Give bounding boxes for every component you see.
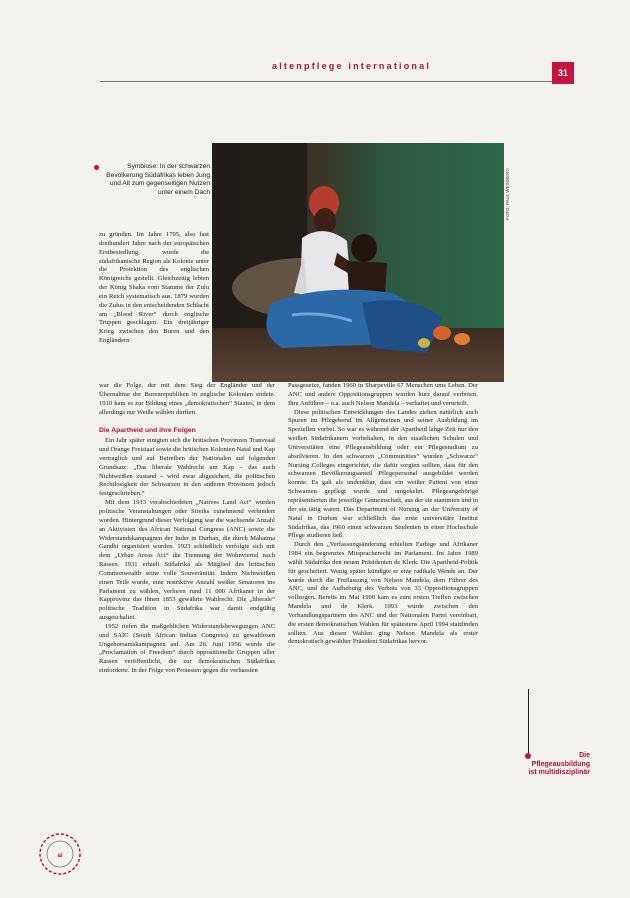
article-paragraph: Passgesetze, fanden 1960 in Sharpeville 67 Menschen ums Leben. Der ANC und andere Oppositionsgruppen wurden kurz darauf verboten. Ihre Anführer – u.a. auch Nelson Mandela – verhaftet und verurteilt. <box>288 382 478 407</box>
page-number-badge: 31 <box>552 62 574 84</box>
article-paragraph: Ein Jahr später einigten sich die britischen Provinzen Transvaal und Orange Freistaat sowie die britischen Kolonien Natal und Kap vertraglich und auf Betreiben der Nationalen auf folgenden Grundsatz: „Das liberale Wahlrecht am Kap – das auch Nichtweißen zustand – wird zwar abgesichert, die politischen Rechtlosigkeit der Schwarzen in den anderen Provinzen jedoch festgeschrieben.“ <box>99 437 275 498</box>
article-paragraph: zu gründen. Im Jahre 1795, also fast dreihundert Jahre nach der europäischen Erstbesiedlung, wurde die südafrikanische Region als Kolonie unter die Protektion des englischen Königreichs gestellt. Gleichzeitig lebten der König Shaka vom Stamme der Zulu ein Reich systematisch aus. 1879 wurden die Zulus in den entscheidenden Schlacht am „Blood River“ durch englische Truppen geschlagen. Ein dreijähriger Krieg zwischen den Buren und den Engländern <box>99 231 209 345</box>
article-paragraph: Diese politischen Entwicklungen des Landes ziehen natürlich auch Spuren im Pflegeberuf im Allgemeinen und seiner Ausbildung im Speziellen vorbei. So war es während der Apartheid lange Zeit nur den weißen Südafrikanern vorbehalten, in den staatlichen Schulen und Universitäten eine Pflegeausbildung oder ein Pflegestudium zu absolvieren. In den schwarzen „Communities“ wurden „Schwarze“ Nursing Colleges eingerichtet, die dafür sorgten sollten, dass für den schwarzen Bevölkerungsanteil Pflegepersonal ausgebildet werden konnte. Es galt als undenkbar, dass ein weißer Patient von einer Schwarzen gepflegt wurde und umgekehrt. Pflegeangehörige repräsentierten die jeweilige Gemeinschaft, aus der sie stammten und in der sie tätig waren. Das Department of Nursing an der University of Natal in Durban war schließlich das erste universitäre Institut Südafrikas, das 1960 einen schwarzen Studenten in einer Hochschule Pflege studieren ließ. <box>288 408 478 540</box>
article-paragraph: Durch den „Verfassungsänderung erhielten Farbige und Afrikaner 1984 ein begrenztes Mitspracherecht im Parlament. Im Jahre 1989 wählt Südafrika den neuen Präsidenten de Klerk. Die Apartheid-Politik für gescheitert. Wenig später kündigte er eine radikale Wende an. Der wurde durch die Freilassung von Nelson Mandela, dem Führer des ANC, und die Aufhebung des Verbots von 33 Oppositionsgruppen vollzogen. Bereits im Mai 1990 kam es zum ersten Treffen zwischen Mandela und de Klerk. 1993 wurde zwischen den Verhandlungspartnern des ANC und der Nationalen Partei vereinbart, die ersten demokratischen Wahlen für spätestens April 1994 stattfinden sollten. Aus diesen Wahlen ging Nelson Mandela als erster demokratisch gewählter Präsident Südafrikas hervor. <box>288 541 478 646</box>
pull-quote: Die Pflegeausbildung ist multidisziplinär <box>528 752 590 777</box>
photo-caption: Symbiose: In der schwarzen Bevölkerung Südafrikas leben Jung und Alt zum gegenseitigen Nutzen unter einem Dach <box>106 163 210 196</box>
magazine-logo-stamp <box>36 830 84 878</box>
article-column-left <box>99 382 275 676</box>
pull-quote-line <box>528 689 529 757</box>
article-paragraph: 1952 riefen die maßgeblichen Widerstandsbewegungen ANC und SAIC (South African Indian Congress) zu gewaltlosen Ungehorsamskampagnen auf. Am 26. Juni 1956 wurde die „Proclamation of Freedom“ durch oppositionelle Gruppen aller Rassen veröffentlicht, die zur demokratischen Südafrikas einforderte. In der Folge von Protesten gegen die verhassten <box>99 622 275 675</box>
section-subheading: Die Apartheid und ihre Folgen <box>99 427 196 435</box>
magazine-section-title: altenpflege international <box>272 61 432 71</box>
article-paragraph: Mit dem 1913 verabschiedeten „Natives Land Act“ wurden politische Veranstaltungen oder Streiks zunehmend verhindert worden. Hintergrund dieser Verfolgung war die wachsende Anzahl an Aktivisten des African National Congress (ANC) sowie die Widerstandskampagnen der Inder in Durban, die durch Mahatma Gandhi organisiert wurden. 1923 schließlich verfolgte sich mit dem „Urban Areas Act“ die Trennung der Wohnviertel nach Rassen. 1931 erhielt Südafrika als Mitglied des britischen Commonwealth seine volle Souveränität. Indem Nichtweißen einen Teile wurde, eine restriktive Anzahl weißer Senatoren ins Parlament zu wählen, verloren rund 11 000 Afrikaner in der Kapprovinz das ihnen 1853 gewährte Wahlrecht. Die „liberale“ politische Tradition in Südafrika war damit endgültig ausgeschaltet. <box>99 499 275 622</box>
article-column-intro <box>99 231 209 346</box>
article-paragraph: war die Folge, der mit dem Sieg der Engländer und der Übernahme der Burenrepubliken in englische Kolonien endete. 1910 kam es zur Bildung eines „demokratischen“ Staates, in dem allerdings nur Weiße wählen durften. <box>99 382 275 416</box>
article-photo <box>212 143 504 382</box>
photo-credit: FOTO: PAUL WEINBERG <box>505 168 510 220</box>
article-column-right <box>288 382 478 647</box>
svg-text:ai: ai <box>57 853 63 859</box>
header-rule <box>100 81 552 82</box>
